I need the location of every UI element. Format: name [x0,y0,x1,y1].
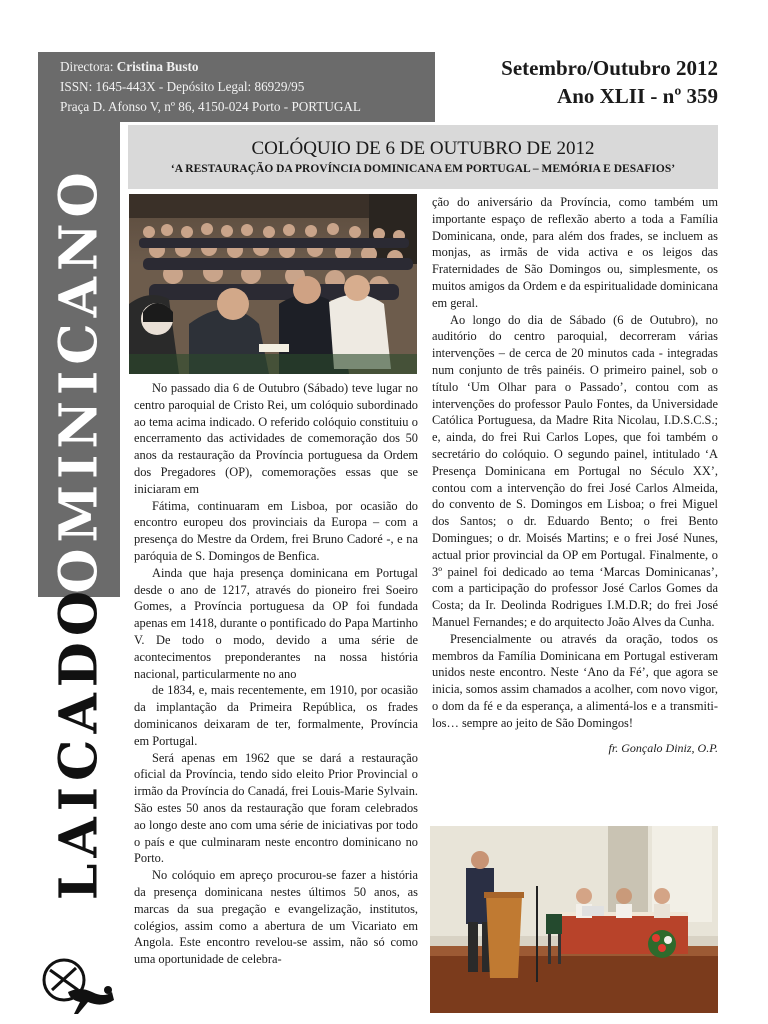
director-name: Cristina Busto [116,59,199,74]
paragraph: Ainda que haja presença dominicana em Portugal desde o ano de 1217, através do pioneiro frei Soeiro Gomes, a Província portuguesa da OP foi fundada apenas em 1418, durante o pontificado do Papa Martinho V. De todo o modo, devido a uma série de acontecimentos preponderantes na nossa história nacional, particularmente no ano [134,565,418,681]
author-signature: fr. Gonçalo Diniz, O.P. [608,740,718,755]
director-line: Directora: Cristina Busto [60,59,199,74]
article-title: COLÓQUIO DE 6 DE OUTUBRO DE 2012 [251,138,595,159]
article-banner [128,125,718,189]
paragraph: No colóquio em apreço procurou-se fazer a história da presença dominicana nestes últimos 50 anos, as marcas da sua pregação e evangelização, institutos, colégios, assim como a abertura de um Vicariato em Angola. Este encontro revelou-se assim, não só como uma oportunidade de celebra- [134,868,418,967]
paragraph: No passado dia 6 de Outubro (Sábado) teve lugar no centro paroquial de Cristo Rei, um colóquio subordinado ao tema acima indicado. O referido colóquio constituiu o encerramento das actividades de comemoração dos 50 anos da restauração da Província portuguesa da Ordem dos Pregadores (OP), comemorações essas que se iniciaram em [134,381,418,496]
masthead-word-dominicano: DOMINICANO [48,166,110,645]
issue-info [440,54,718,110]
issue-number: Ano XLII - nº 359 [557,84,718,108]
article-column-left [134,380,418,968]
paragraph: Fátima, continuaram em Lisboa, por ocasião do encontro europeu dos provinciais da Europa – com a presença do Mestre da Ordem, frei Bruno Cadoré -, e na paróquia de S. Domingos de Benfica. [134,498,418,563]
panel-photo [430,826,718,1013]
paragraph: Ao longo do dia de Sábado (6 de Outubro), no auditório do centro paroquial, decorreram várias intervenções – de cerca de 20 minutos cada - integradas num conjunto de três painéis. O primeiro painel, sob o título ‘Um Olhar para o Passado’, contou com as intervenções do professor Paulo Fontes, da Universidade Católica Portuguesa, da Madre Rita Nicolau, I.D.S.C.S.; e, ainda, do frei Rui Carlos Lopes, que foi também o secretário do colóquio. O segundo painel, intitulado ‘A Presença Dominicana em Portugal no Século XX’, contou com a intervenção do frei José Carlos Almeida, do convento de S. Domingos em Lisboa; o frei Miguel dos Santos; o dr. Eduardo Bento; o frei Bento Domingues; o dr. Moisés Martins; e o frei José Nunes, actual prior provincial da OP em Portugal. Finalmente, o 3º painel foi dedicado ao tema ‘Marcas Dominicanas’, com a participação do professor José Carlos Gomes da Costa; da Ir. Deolinda Rodrigues I.M.D.R; do frei José Manuel Fernandes; e do arquitecto João Alves da Cunha. [432,312,718,629]
masthead-word-laicado: LAICADO [48,584,110,901]
issn-line: ISSN: 1645-443X - Depósito Legal: 86929/95 [60,79,305,94]
dominican-logo [40,956,118,1018]
audience-photo [129,194,417,374]
paragraph: de 1834, e, mais recentemente, em 1910, por ocasião da implantação da Primeira República, os frades dominicanos deixaram de ter, formalmente, Província em Portugal. [134,683,418,748]
address-line: Praça D. Afonso V, nº 86, 4150-024 Porto - PORTUGAL [60,99,361,114]
paragraph: Presencialmente ou através da oração, todos os membros da Família Dominicana em Portugal estiveram unidos neste encontro. Neste ‘Ano da Fé’, que agora se inicia, somos assim chamados a acolher, com novo vigor, o dom da fé e da esperança, a alimentá-los e a transmiti-los… sempre ao jeito de São Domingos! [432,631,718,730]
article-subtitle: ‘A RESTAURAÇÃO DA PROVÍNCIA DOMINICANA EM PORTUGAL – MEMÓRIA E DESAFIOS’ [170,163,676,175]
paragraph: Será apenas em 1962 que se dará a restauração oficial da Província, tendo sido eleito Prior Provincial o irmão da Província do Canadá, frei Louis-Marie Sylvain. São estes 50 anos da restauração que foram celebrados ao longo deste ano com uma série de iniciativas por todo o país e que culminaram neste encontro dominicano no Porto. [134,750,418,866]
vertical-masthead [38,122,120,901]
article-column-right [432,194,718,756]
paragraph: ção do aniversário da Província, como também um importante espaço de reflexão aberto a toda a Família Dominicana, onde, para além dos frades, se incluem as monjas, as irmãs de vida activa e os leigos das Fraternidades de São Domingos ou, simplesmente, os muitos amigos da Ordem e da espiritualidade dominicana em geral. [432,195,718,310]
masthead-info-box [38,52,435,122]
issue-date: Setembro/Outubro 2012 [501,56,718,80]
